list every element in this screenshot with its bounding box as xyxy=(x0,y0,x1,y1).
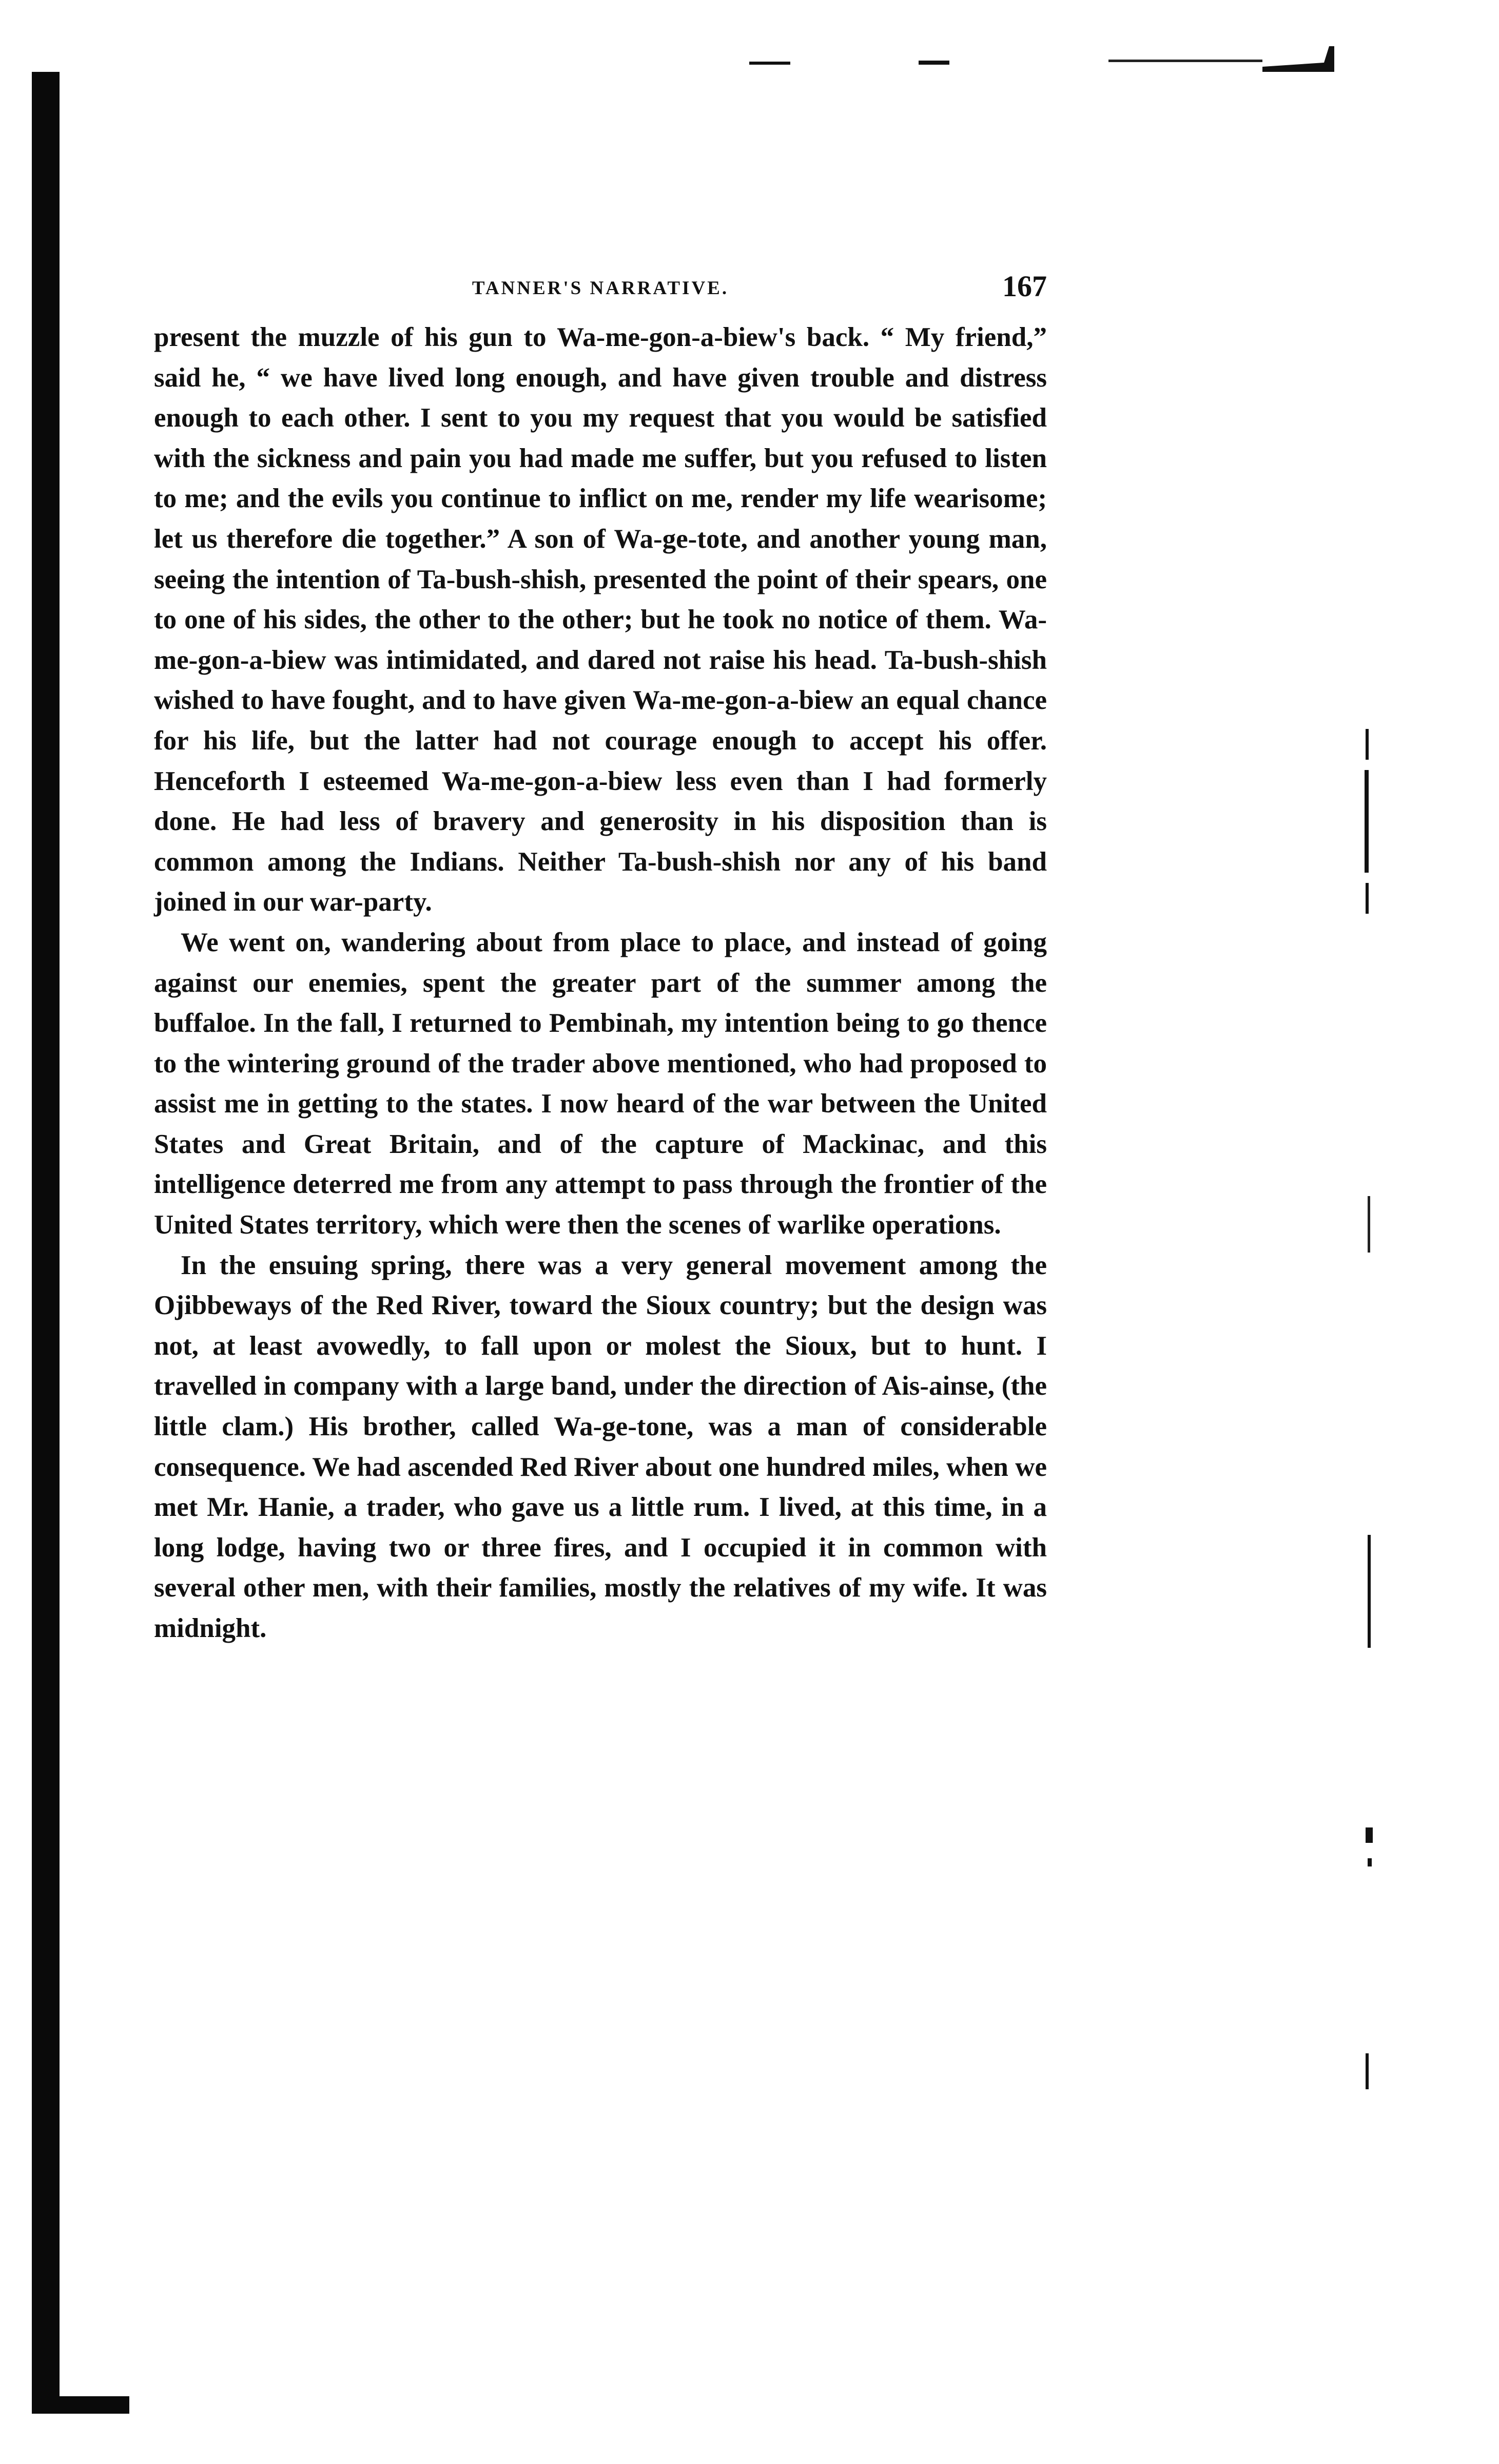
running-title: TANNER'S NARRATIVE. xyxy=(472,278,729,299)
paragraph: We went on, wandering about from place to place, and instead of going against our enemies, spent the greater part of the summer among the buffaloe. In the fall, I returned to Pembinah, my intention being to go thence to the wintering ground of the trader above mentioned, who had proposed to assist me in getting to the states. I now heard of the war between the United States and Great Britain, and of the capture of Mackinac, and this intelligence deterred me from any attempt to pass through the frontier of the United States territory, which were then the scenes of warlike operations. xyxy=(154,927,1047,1240)
right-margin-marks xyxy=(1345,0,1499,2464)
top-edge-marks xyxy=(749,46,1345,82)
paragraph: In the ensuing spring, there was a very general movement among the Ojibbeways of the Red River, toward the Sioux country; but the design was not, at least avowedly, to fall upon or molest the Sioux, but to hunt. I travelled in company with a large band, under the direction of Ais-ainse, (the little clam.) His brother, called Wa-ge-tone, was a man of considerable consequence. We had ascended Red River about one hundred miles, when we met Mr. Hanie, a trader, who gave us a little rum. I lived, at this time, in a long lodge, having two or three fires, and I occupied it in common with several other men, with their families, mostly the relatives of my wife. It was midnight. xyxy=(154,1250,1047,1643)
page-binding-edge xyxy=(32,72,60,2413)
page-binding-foot xyxy=(32,2396,129,2414)
running-head xyxy=(154,267,1047,308)
body-text xyxy=(154,317,1047,1649)
page-number: 167 xyxy=(1002,270,1047,303)
paragraph: present the muzzle of his gun to Wa-me-gon-a-biew's back. “ My friend,” said he, “ we have lived long enough, and have given trouble and distress enough to each other. I sent to you my request that you would be satisfied with the sickness and pain you had made me suffer, but you refused to listen to me; and the evils you continue to inflict on me, render my life wearisome; let us therefore die together.” A son of Wa-ge-tote, and another young man, seeing the intention of Ta-bush-shish, presented the point of their spears, one to one of his sides, the other to the other; but he took no notice of them. Wa-me-gon-a-biew was intimidated, and dared not raise his head. Ta-bush-shish wished to have fought, and to have given Wa-me-gon-a-biew an equal chance for his life, but the latter had not courage enough to accept his offer. Henceforth I esteemed Wa-me-gon-a-biew less even than I had formerly done. He had less of bravery and generosity in his disposition than is common among the Indians. Neither Ta-bush-shish nor any of his band joined in our war-party. xyxy=(154,322,1047,917)
book-page xyxy=(154,267,1047,1649)
